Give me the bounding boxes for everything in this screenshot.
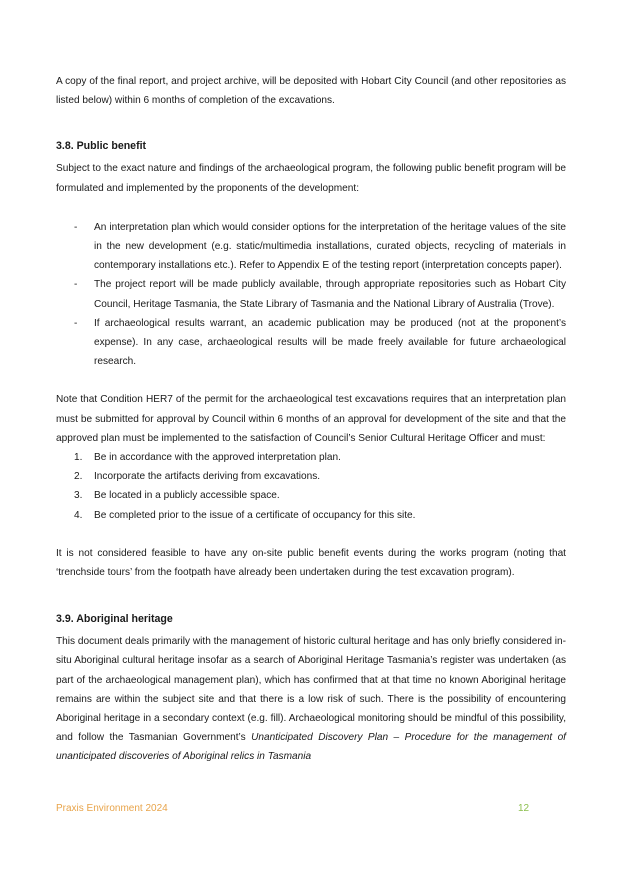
- list-item: [56, 506, 566, 525]
- paragraph-text: This document deals primarily with the management of historic cultural heritage and has only briefly considered in-situ Aboriginal cultural heritage insofar as a search of Aboriginal Heritage Tasmania’s register was undertaken (as part of the archaeological management plan), which has confirmed that at that time no known Aboriginal heritage remains are within the subject site and that there is a low risk of such. There is the possibility of encountering Aboriginal heritage in a secondary context (e.g. fill). Archaeological monitoring should be mindful of this possibility, and follow the Tasmanian Government’s: [56, 636, 566, 744]
- footer-organisation: Praxis Environment 2024: [56, 803, 168, 814]
- aboriginal-heritage-paragraph: [56, 632, 566, 766]
- list-item: - An interpretation plan which would consider options for the interpretation of the heritage values of the site in the new development (e.g. static/multimedia installations, curated objects, recycling of materials in contemporary installations etc.). Refer to Appendix E of the testing report (interpretation concepts paper).: [56, 218, 566, 276]
- section-heading-public-benefit: 3.8. Public benefit: [56, 140, 147, 153]
- condition-list: [56, 448, 566, 525]
- item-text: Be in accordance with the approved interpretation plan.: [94, 452, 341, 464]
- closing-paragraph: It is not considered feasible to have any on-site public benefit events during the works program (noting that ‘trenchside tours’ from the footpath have already been undertaken during the test excavation program).: [56, 547, 566, 579]
- item-text: Be located in a publicly accessible space.: [94, 490, 280, 502]
- item-number: 1.: [74, 452, 83, 464]
- section-heading-aboriginal-heritage: 3.9. Aboriginal heritage: [56, 613, 173, 626]
- list-item: [56, 486, 566, 505]
- item-number: 4.: [74, 509, 83, 521]
- condition-paragraph: Note that Condition HER7 of the permit for the archaeological test excavations requires that an interpretation plan must be submitted for approval by Council within 6 months of an approval for development of the site and that the approved plan must be implemented to the satisfaction of Council’s Senior Cultural Heritage Officer and must:: [56, 394, 566, 444]
- item-number: 3.: [74, 490, 83, 502]
- item-text: Be completed prior to the issue of a certificate of occupancy for this site.: [94, 509, 416, 521]
- list-item: - If archaeological results warrant, an academic publication may be produced (not at the proponent’s expense). In any case, archaeological results will be made freely available for future archaeological research.: [56, 314, 566, 372]
- item-text: Incorporate the artifacts deriving from excavations.: [94, 471, 321, 483]
- public-benefit-intro: Subject to the exact nature and findings of the archaeological program, the following public benefit program will be formulated and implemented by the proponents of the development:: [56, 163, 566, 194]
- intro-paragraph: A copy of the final report, and project archive, will be deposited with Hobart City Council (and other repositories as listed below) within 6 months of completion of the excavations.: [56, 76, 566, 107]
- public-benefit-list: [56, 218, 566, 372]
- plan-title: Unanticipated Discovery Plan – Procedure for the management of unanticipated discoveries of Aboriginal relics in Tasmania: [56, 732, 566, 763]
- page-content: [56, 72, 566, 767]
- page-number: 12: [518, 803, 530, 814]
- item-number: 2.: [74, 471, 83, 483]
- list-item: [56, 467, 566, 486]
- list-item: - The project report will be made publicly available, through appropriate repositories such as Hobart City Council, Heritage Tasmania, the State Library of Tasmania and the National Library of Australia (Trove).: [56, 275, 566, 313]
- list-item: [56, 448, 566, 467]
